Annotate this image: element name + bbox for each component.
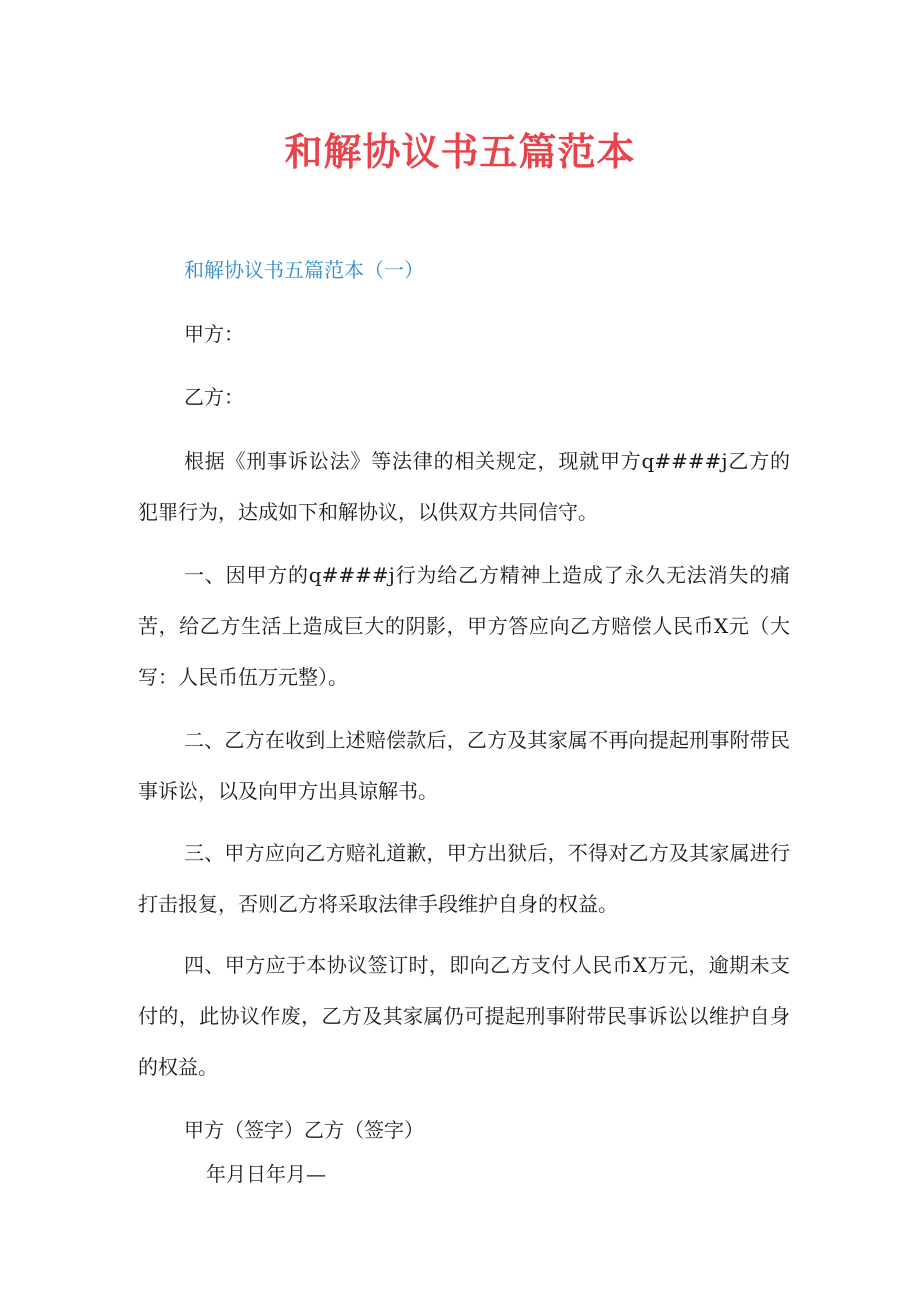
- section-heading: 和解协议书五篇范本（一）: [184, 258, 424, 282]
- document-title: 和解协议书五篇范本: [284, 130, 636, 174]
- party-b-label: 乙方：: [184, 385, 244, 409]
- clause-2: 二、乙方在收到上述赔偿款后，乙方及其家属不再向提起刑事附带民事诉讼，以及向甲方出具谅解书。: [138, 728, 790, 803]
- intro-paragraph: 根据《刑事诉讼法》等法律的相关规定，现就甲方q####j乙方的犯罪行为，达成如下和解协议，以供双方共同信守。: [138, 449, 790, 524]
- clause-3: 三、甲方应向乙方赔礼道歉，甲方出狱后，不得对乙方及其家属进行打击报复，否则乙方将采取法律手段维护自身的权益。: [138, 841, 790, 916]
- date-line: 年月日年月—: [206, 1162, 326, 1186]
- clause-4: 四、甲方应于本协议签订时，即向乙方支付人民币X万元，逾期未支付的，此协议作废，乙方及其家属仍可提起刑事附带民事诉讼以维护自身的权益。: [138, 953, 790, 1079]
- party-a-label: 甲方：: [184, 322, 244, 346]
- clause-1: 一、因甲方的q####j行为给乙方精神上造成了永久无法消失的痛苦，给乙方生活上造成巨大的阴影，甲方答应向乙方赔偿人民币X元（大写：人民币伍万元整）。: [138, 563, 790, 689]
- signature-line: 甲方（签字）乙方（签字）: [184, 1118, 424, 1142]
